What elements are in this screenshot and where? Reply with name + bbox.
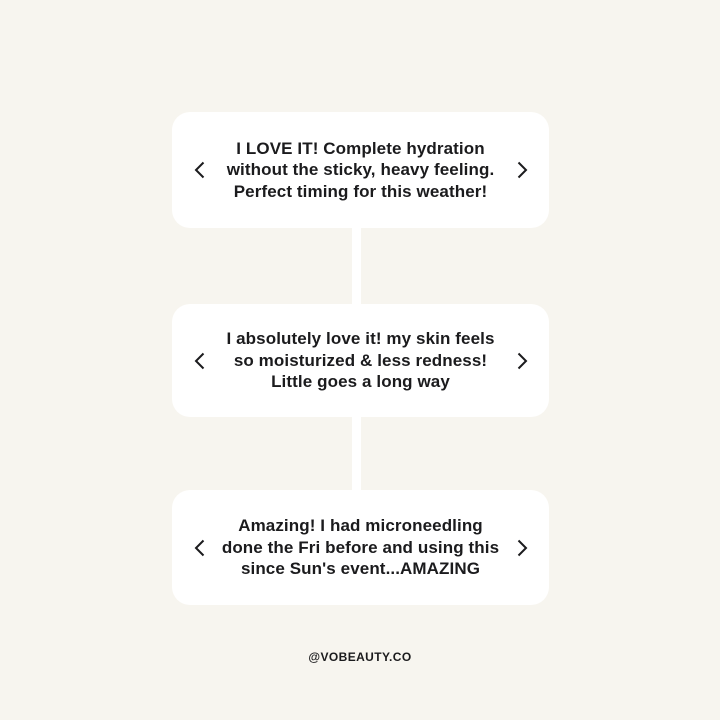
testimonial-line: without the sticky, heavy feeling. <box>226 160 495 180</box>
chevron-right-icon <box>516 352 529 370</box>
testimonial-line: done the Fri before and using this <box>221 537 500 557</box>
testimonial-text <box>211 138 510 203</box>
connector-line <box>352 416 361 491</box>
next-button[interactable] <box>510 536 534 560</box>
testimonial-card-1 <box>172 112 549 228</box>
brand-handle: @VOBEAUTY.CO <box>308 650 412 664</box>
testimonial-line: so moisturized & less redness! <box>233 350 488 370</box>
prev-button[interactable] <box>187 536 211 560</box>
chevron-left-icon <box>193 161 206 179</box>
next-button[interactable] <box>510 349 534 373</box>
chevron-left-icon <box>193 352 206 370</box>
testimonial-text <box>211 328 510 393</box>
testimonial-line: since Sun's event...AMAZING <box>240 559 481 579</box>
prev-button[interactable] <box>187 158 211 182</box>
chevron-right-icon <box>516 161 529 179</box>
chevron-right-icon <box>516 539 529 557</box>
testimonial-line: I LOVE IT! Complete hydration <box>236 138 485 158</box>
testimonial-card-2 <box>172 304 549 417</box>
testimonial-text <box>211 515 510 580</box>
chevron-left-icon <box>193 539 206 557</box>
testimonial-line: Amazing! I had microneedling <box>238 516 483 536</box>
prev-button[interactable] <box>187 349 211 373</box>
testimonial-line: Perfect timing for this weather! <box>233 181 488 201</box>
next-button[interactable] <box>510 158 534 182</box>
connector-line <box>352 227 361 305</box>
testimonial-card-3 <box>172 490 549 605</box>
testimonial-line: I absolutely love it! my skin feels <box>226 329 495 349</box>
testimonial-line: Little goes a long way <box>271 372 450 392</box>
